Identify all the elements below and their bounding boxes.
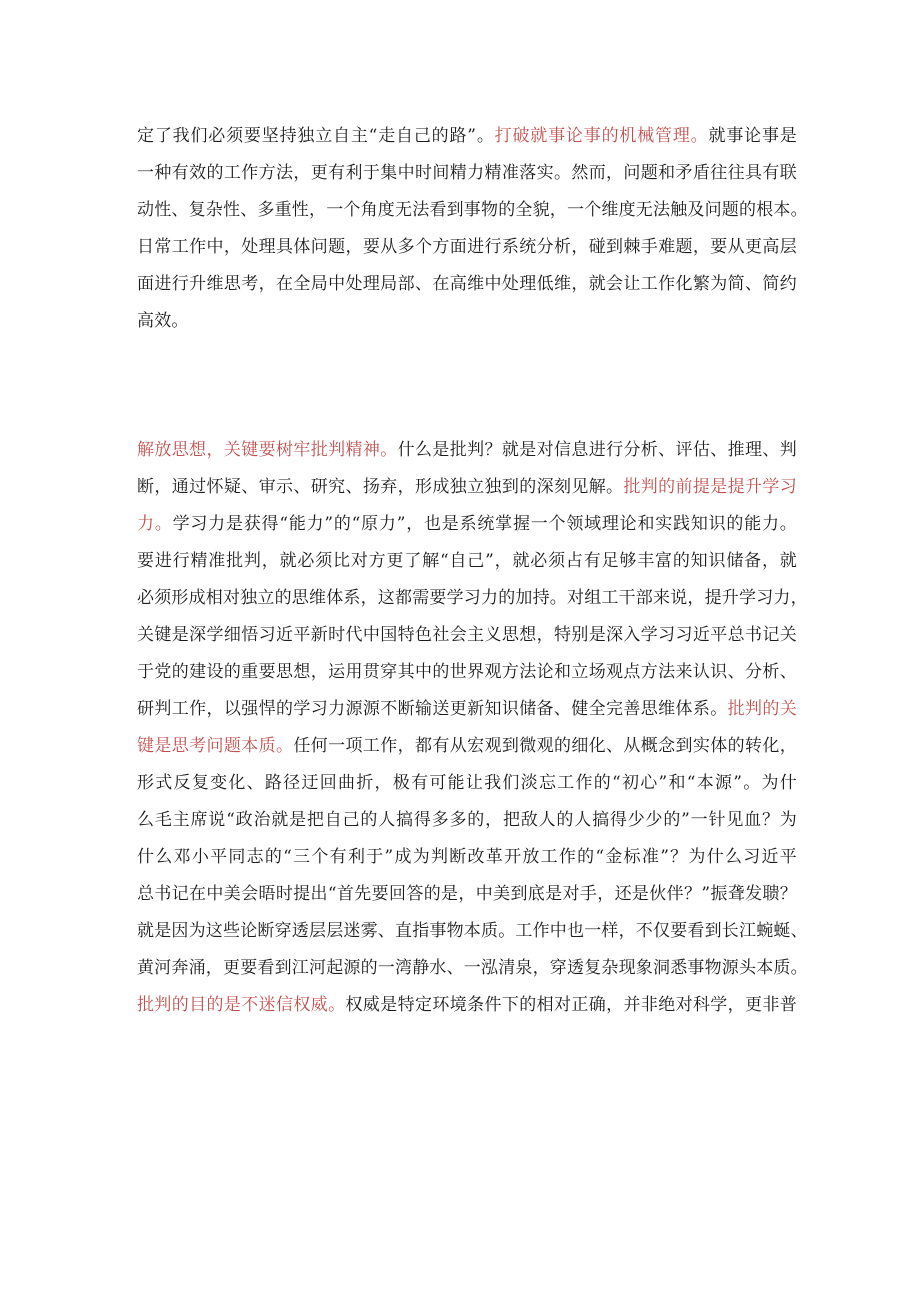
highlighted-phrase: 力。 (137, 514, 173, 534)
body-text: 什么是批判？就是对信息进行分析、评估、推理、判 (397, 440, 797, 460)
text-line (137, 229, 797, 266)
text-line (137, 543, 797, 580)
text-line (137, 728, 797, 765)
text-line (137, 192, 808, 229)
highlighted-phrase: 批判的关 (727, 699, 797, 719)
text-line (137, 580, 808, 617)
body-text: 必须形成相对独立的思维体系，这都需要学习力的加持。对组工干部来说，提升学习力， (137, 588, 808, 608)
body-text: 于党的建设的重要思想，运用贯穿其中的世界观方法论和立场观点方法来认识、分析、 (137, 662, 797, 682)
body-text: 一种有效的工作方法，更有利于集中时间精力精准落实。然而，问题和矛盾往往具有联 (137, 163, 797, 183)
body-text: 就事论事是 (708, 126, 797, 146)
text-line (137, 118, 797, 155)
body-text: 黄河奔涌，更要看到江河起源的一湾静水、一泓清泉，穿透复杂现象洞悉事物源头本质。 (137, 958, 808, 978)
body-text: 总书记在中美会晤时提出“首先要回答的是，中美到底是对手，还是伙伴？”振聋发聩？ (137, 884, 797, 904)
body-text: 么毛主席说“政治就是把自己的人搞得多多的，把敌人的人搞得少少的”一针见血？为 (137, 810, 797, 830)
text-line (137, 432, 797, 469)
body-text: 日常工作中，处理具体问题，要从多个方面进行系统分析，碰到棘手难题，要从更高层 (137, 237, 797, 257)
text-line (137, 506, 797, 543)
body-text: 要进行精准批判，就必须比对方更了解“自己”，就必须占有足够丰富的知识储备，就 (137, 551, 797, 571)
text-line (137, 303, 797, 340)
highlighted-phrase: 批判的前提是提升学习 (623, 477, 797, 497)
text-line (137, 266, 797, 303)
text-line (137, 765, 797, 802)
body-text: 就是因为这些论断穿透层层迷雾、直指事物本质。工作中也一样，不仅要看到长江蜿蜒、 (137, 921, 808, 941)
body-text: 研判工作，以强悍的学习力源源不断输送更新知识储备、健全完善思维体系。 (137, 699, 728, 719)
body-text: 形式反复变化、路径迂回曲折，极有可能让我们淡忘工作的“初心”和“本源”。为什 (137, 773, 797, 793)
body-text: 学习力是获得“能力”的“原力”，也是系统掌握一个领域理论和实践知识的能力。 (172, 514, 797, 534)
text-line (137, 839, 797, 876)
body-text: 什么邓小平同志的“三个有利于”成为判断改革开放工作的“金标准”？为什么习近平 (137, 847, 797, 867)
text-line (137, 950, 808, 987)
text-line (137, 913, 808, 950)
highlighted-phrase: 解放思想，关键要树牢批判精神。 (137, 440, 398, 460)
paragraph-mechanical-management (137, 118, 808, 340)
body-text: 定了我们必须要坚持独立自主“走自己的路”。 (137, 126, 495, 146)
text-line (137, 802, 797, 839)
body-text: 权威是特定环境条件下的相对正确，并非绝对科学，更非普 (345, 995, 798, 1015)
paragraph-critical-spirit (137, 432, 808, 1024)
text-line (137, 691, 797, 728)
text-line (137, 469, 797, 506)
highlighted-phrase: 键是思考问题本质。 (137, 736, 294, 756)
body-text: 任何一项工作，都有从宏观到微观的细化、从概念到实体的转化， (293, 736, 797, 756)
text-line (137, 654, 797, 691)
body-text: 动性、复杂性、多重性，一个角度无法看到事物的全貌，一个维度无法触及问题的根本。 (137, 200, 808, 220)
highlighted-phrase: 打破就事论事的机械管理。 (494, 126, 709, 146)
highlighted-phrase: 批判的目的是不迷信权威。 (137, 995, 346, 1015)
text-line (137, 155, 797, 192)
text-line (137, 987, 797, 1024)
body-text: 断，通过怀疑、审示、研究、扬弃，形成独立独到的深刻见解。 (137, 477, 624, 497)
text-line (137, 876, 797, 913)
text-line (137, 617, 797, 654)
body-text: 高效。 (137, 311, 189, 331)
body-text: 面进行升维思考，在全局中处理局部、在高维中处理低维，就会让工作化繁为简、简约 (137, 274, 797, 294)
body-text: 关键是深学细悟习近平新时代中国特色社会主义思想，特别是深入学习习近平总书记关 (137, 625, 797, 645)
